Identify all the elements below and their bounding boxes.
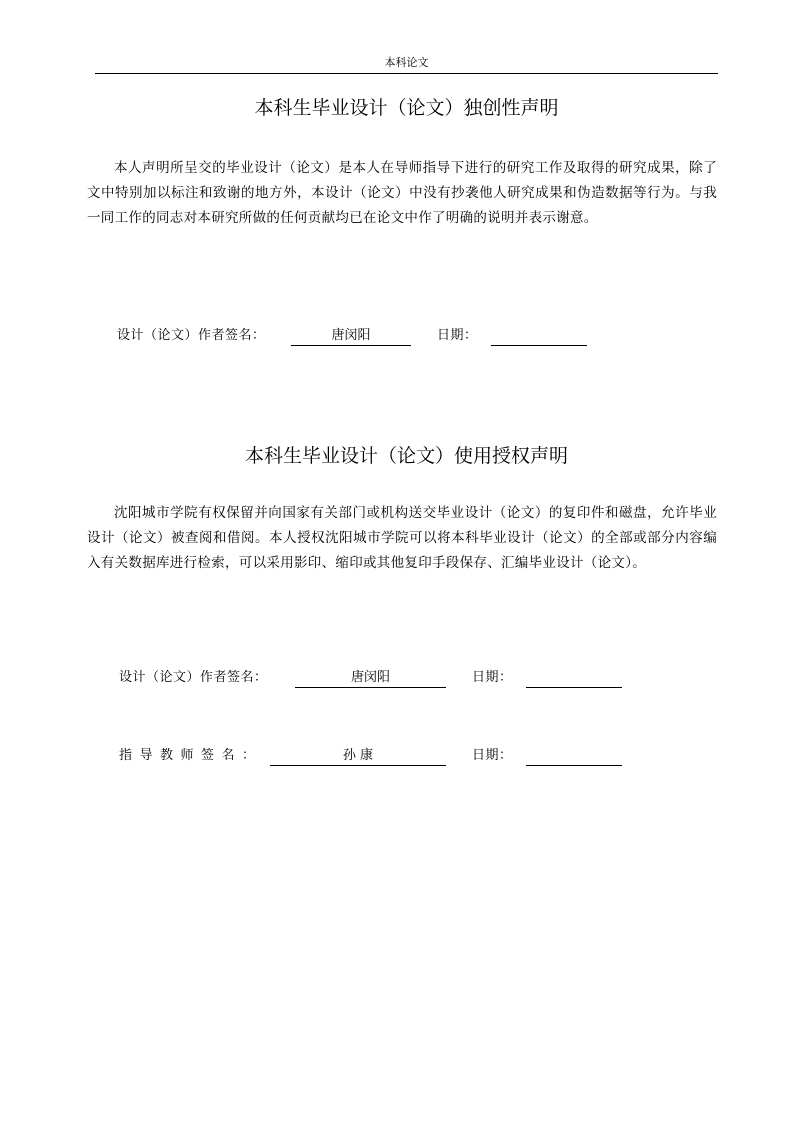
- advisor-label: 指导教师签名：: [119, 748, 263, 763]
- authorization-date-label: 日期：: [472, 670, 513, 685]
- authorization-body: 沈阳城市学院有权保留并向国家有关部门或机构送交毕业设计（论文）的复印件和磁盘，允许毕业设计（论文）被查阅和借阅。本人授权沈阳城市学院可以将本科毕业设计（论文）的全部或部分内容编入有关数据库进行检索，可以采用影印、缩印或其他复印手段保存、汇编毕业设计（论文）。: [87, 505, 717, 571]
- originality-date-field: [491, 326, 587, 346]
- advisor-signature: 孙 康: [270, 746, 446, 766]
- originality-body: 本人声明所呈交的毕业设计（论文）是本人在导师指导下进行的研究工作及取得的研究成果，除了文中特别加以标注和致谢的地方外，本设计（论文）中没有抄袭他人研究成果和伪造数据等行为。与我一同工作的同志对本研究所做的任何贡献均已在论文中作了明确的说明并表示谢意。: [87, 160, 717, 226]
- page-header: 本科论文: [384, 56, 429, 69]
- header-divider: [95, 73, 718, 74]
- authorization-author-label: 设计（论文）作者签名：: [119, 670, 268, 685]
- advisor-signature-row: [119, 746, 629, 768]
- authorization-date-field: [526, 668, 622, 688]
- advisor-date-field: [526, 746, 622, 766]
- authorization-title: 本科生毕业设计（论文）使用授权声明: [244, 445, 568, 467]
- advisor-date-label: 日期：: [472, 748, 513, 763]
- originality-author-label: 设计（论文）作者签名：: [117, 328, 266, 343]
- originality-signature-row: [117, 326, 597, 348]
- originality-date-label: 日期：: [437, 328, 478, 343]
- originality-title: 本科生毕业设计（论文）独创性声明: [254, 97, 559, 119]
- authorization-author-signature: 唐闵阳: [295, 668, 446, 688]
- originality-author-signature: 唐闵阳: [291, 326, 411, 346]
- authorization-signature-row: [119, 668, 629, 690]
